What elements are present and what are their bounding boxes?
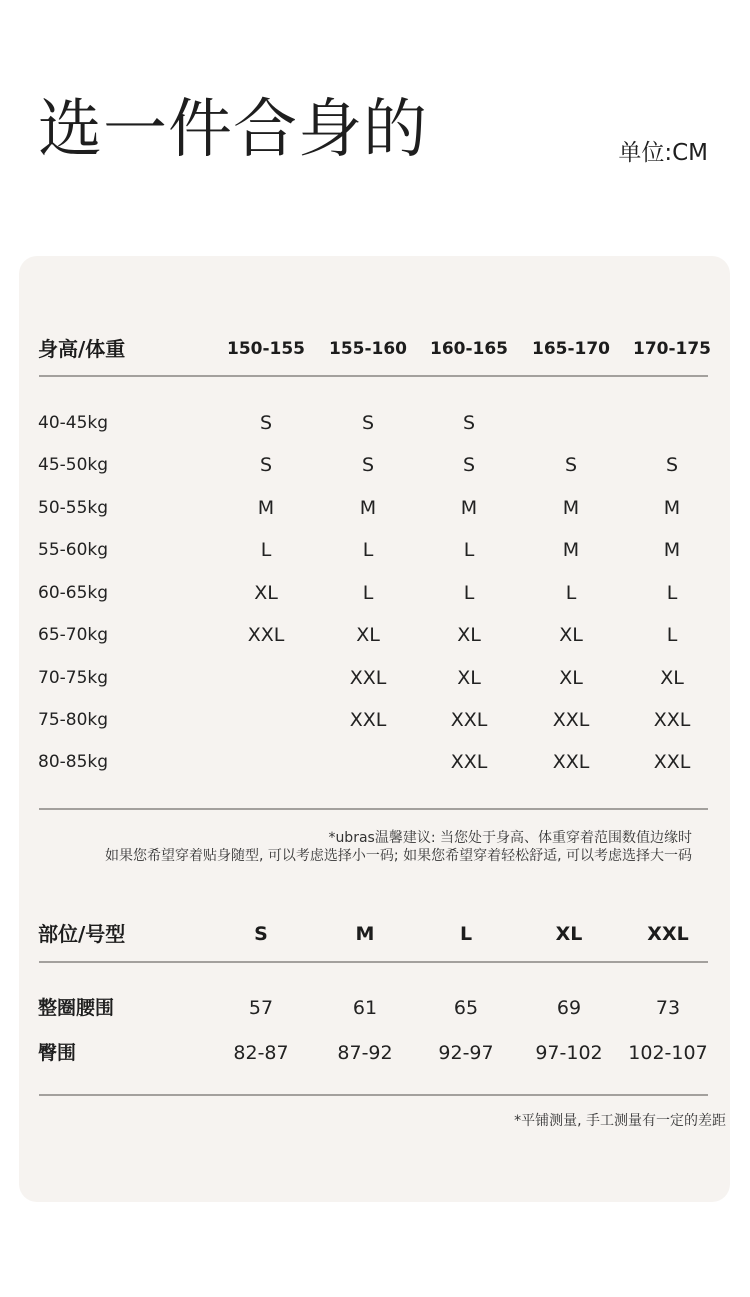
size-col-header: S: [254, 923, 268, 945]
unit-label: 单位:CM: [618, 140, 708, 166]
size-cell: M: [562, 539, 580, 561]
size-cell: S: [462, 454, 476, 476]
size-table-header: [38, 336, 712, 362]
size-advice-note: 如果您希望穿着贴身随型, 可以考虑选择小一码; 如果您希望穿着轻松舒适, 可以考虑选择大一码: [105, 848, 692, 864]
divider: [39, 961, 708, 963]
measure-cell: 97-102: [535, 1042, 603, 1064]
divider: [39, 375, 708, 377]
size-cell: XXL: [349, 667, 387, 689]
table-row: [38, 623, 708, 647]
size-cell: XL: [457, 624, 481, 646]
size-cell: M: [663, 539, 681, 561]
measure-cell: 73: [655, 997, 681, 1019]
measure-cell: 69: [556, 997, 582, 1019]
size-cell: M: [359, 497, 377, 519]
table-row: [38, 995, 708, 1021]
size-cell: S: [361, 454, 375, 476]
table-row: [38, 666, 708, 690]
size-cell: M: [460, 497, 478, 519]
size-cell: L: [666, 582, 678, 604]
size-cell: XL: [457, 667, 481, 689]
size-cell: L: [463, 582, 475, 604]
measure-cell: 87-92: [337, 1042, 393, 1064]
weight-label: 50-55kg: [38, 498, 109, 518]
part-size-label: 部位/号型: [38, 922, 126, 946]
weight-label: 40-45kg: [38, 413, 109, 433]
size-cell: XL: [660, 667, 684, 689]
size-cell: S: [259, 454, 273, 476]
size-cell: XXL: [450, 751, 488, 773]
height-weight-label: 身高/体重: [38, 337, 126, 361]
size-advice-note: *ubras温馨建议: 当您处于身高、体重穿着范围数值边缘时: [328, 830, 692, 846]
size-cell: XXL: [552, 709, 590, 731]
size-cell: XXL: [247, 624, 285, 646]
table-row: [38, 453, 708, 477]
measure-cell: 61: [352, 997, 378, 1019]
size-cell: S: [259, 412, 273, 434]
part-label: 臀围: [38, 1042, 77, 1064]
height-col-header: 160-165: [429, 339, 509, 359]
size-cell: S: [462, 412, 476, 434]
measure-cell: 92-97: [438, 1042, 494, 1064]
size-col-header: XXL: [647, 923, 689, 945]
weight-label: 55-60kg: [38, 540, 109, 560]
size-cell: M: [663, 497, 681, 519]
measure-table-header: [38, 921, 708, 947]
size-col-header: M: [355, 923, 375, 945]
size-cell: L: [362, 582, 374, 604]
page-title: 选一件合身的: [38, 93, 428, 167]
weight-label: 80-85kg: [38, 752, 109, 772]
weight-label: 65-70kg: [38, 625, 109, 645]
size-cell: XXL: [552, 751, 590, 773]
size-cell: XL: [559, 667, 583, 689]
measure-cell: 82-87: [233, 1042, 289, 1064]
table-row: [38, 496, 708, 520]
size-cell: L: [666, 624, 678, 646]
table-row: [38, 581, 708, 605]
table-row: [38, 538, 708, 562]
weight-label: 45-50kg: [38, 455, 109, 475]
size-cell: S: [361, 412, 375, 434]
size-cell: L: [565, 582, 577, 604]
height-col-header: 165-170: [531, 339, 611, 359]
size-cell: XL: [254, 582, 278, 604]
table-row: [38, 750, 708, 774]
height-col-header: 170-175: [632, 339, 712, 359]
size-cell: L: [463, 539, 475, 561]
table-row: [38, 708, 708, 732]
size-col-header: L: [459, 923, 473, 945]
measure-cell: 102-107: [628, 1042, 708, 1064]
size-cell: M: [257, 497, 275, 519]
table-row: [38, 1040, 708, 1066]
height-col-header: 150-155: [226, 339, 306, 359]
size-cell: XXL: [653, 709, 691, 731]
weight-label: 60-65kg: [38, 583, 109, 603]
size-cell: XXL: [349, 709, 387, 731]
size-cell: XXL: [450, 709, 488, 731]
size-cell: L: [260, 539, 272, 561]
measure-note: *平铺测量, 手工测量有一定的差距: [514, 1113, 726, 1129]
size-cell: M: [562, 497, 580, 519]
size-cell: S: [564, 454, 578, 476]
measure-cell: 57: [248, 997, 274, 1019]
table-row: [38, 411, 708, 435]
part-label: 整圈腰围: [38, 997, 115, 1019]
divider: [39, 808, 708, 810]
size-col-header: XL: [555, 923, 583, 945]
size-cell: XXL: [653, 751, 691, 773]
weight-label: 75-80kg: [38, 710, 109, 730]
height-col-header: 155-160: [328, 339, 408, 359]
size-cell: XL: [559, 624, 583, 646]
weight-label: 70-75kg: [38, 668, 109, 688]
size-cell: XL: [356, 624, 380, 646]
measure-cell: 65: [453, 997, 479, 1019]
size-cell: L: [362, 539, 374, 561]
size-cell: S: [665, 454, 679, 476]
divider: [39, 1094, 708, 1096]
